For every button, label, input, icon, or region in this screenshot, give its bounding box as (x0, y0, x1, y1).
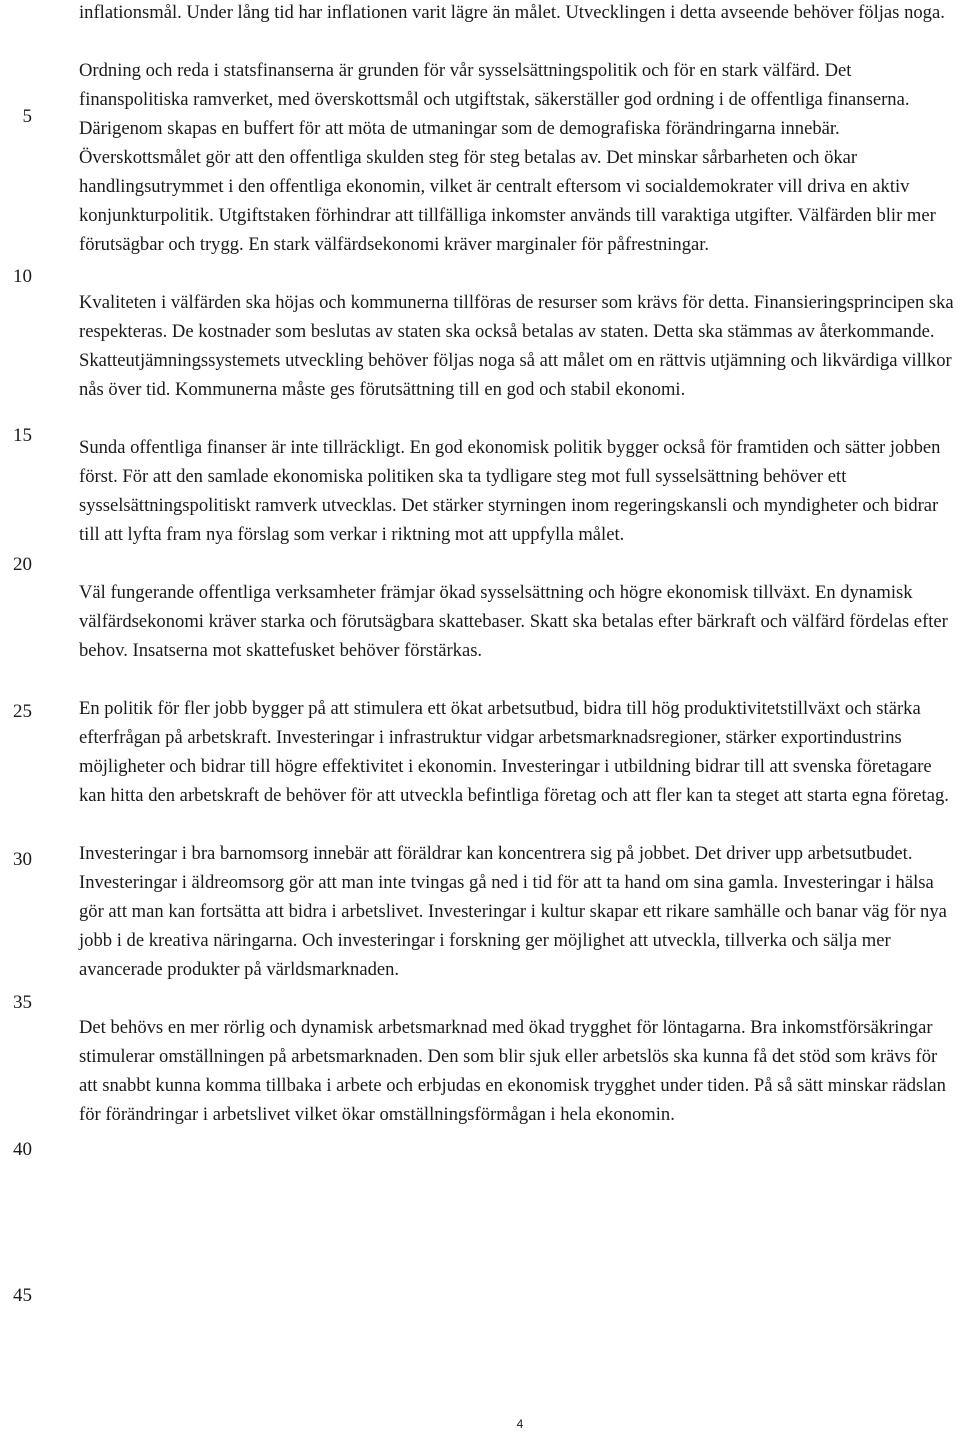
document-body (79, 0, 954, 1158)
line-number: 40 (13, 1139, 32, 1160)
paragraph: Det behövs en mer rörlig och dynamisk arbetsmarknad med ökad trygghet för löntagarna. Bra inkomstförsäkringar stimulerar omställningen på arbetsmarknaden. Den som blir sjuk eller arbetslös ska kunna få det stöd som krävs för att snabbt kunna komma tillbaka i arbete och erbjudas en ekonomisk trygghet under tiden. På så sätt minskar rädslan för förändringar i arbetslivet vilket ökar omställningsförmågan i hela ekonomin. (79, 1017, 946, 1125)
paragraph: Sunda offentliga finanser är inte tillräckligt. En god ekonomisk politik bygger också för framtiden och sätter jobben först. För att den samlade ekonomiska politiken ska ta tydligare steg mot full sysselsättning behöver ett sysselsättningspolitiskt ramverk utvecklas. Det stärker styrningen inom regeringskansli och myndigheter och bidrar till att lyfta fram nya förslag som verkar i riktning mot att uppfylla målet. (79, 437, 941, 545)
paragraph: Kvaliteten i välfärden ska höjas och kommunerna tillföras de resurser som krävs för detta. Finansieringsprincipen ska respekteras. De kostnader som beslutas av staten ska också betalas av staten. Detta ska stämmas av återkommande. Skatteutjämningssystemets utveckling behöver följas noga så att målet om en rättvis utjämning och likvärdiga villkor nås över tid. Kommunerna måste ges förutsättning till en god och stabil ekonomi. (79, 292, 954, 400)
paragraph: En politik för fler jobb bygger på att stimulera ett ökat arbetsutbud, bidra till hög produktivitetstillväxt och stärka efterfrågan på arbetskraft. Investeringar i infrastruktur vidgar arbetsmarknadsregioner, stärker exportindustrins möjligheter och bidrar till högre effektivitet i ekonomin. Investeringar i utbildning bidrar till att svenska företagare kan hitta den arbetskraft de behöver för att utveckla befintliga företag och att fler kan ta steget att starta egna företag. (79, 698, 949, 806)
paragraph: Väl fungerande offentliga verksamheter främjar ökad sysselsättning och högre ekonomisk tillväxt. En dynamisk välfärdsekonomi kräver starka och förutsägbara skattebaser. Skatt ska betalas efter bärkraft och välfärd fördelas efter behov. Insatserna mot skattefusket behöver förstärkas. (79, 582, 948, 661)
paragraph: inflationsmål. Under lång tid har inflationen varit lägre än målet. Utvecklingen i detta avseende behöver följas noga. (79, 2, 945, 23)
line-number: 35 (13, 992, 32, 1013)
paragraph: Ordning och reda i statsfinanserna är grunden för vår sysselsättningspolitik och för en stark välfärd. Det finanspolitiska ramverket, med överskottsmål och utgiftstak, säkerställer god ordning i de offentliga finanserna. Därigenom skapas en buffert för att möta de utmaningar som de demografiska förändringarna innebär. Överskottsmålet gör att den offentliga skulden steg för steg betalas av. Det minskar sårbarheten och ökar handlingsutrymmet i den offentliga ekonomin, vilket är centralt eftersom vi socialdemokrater vill driva en aktiv konjunkturpolitik. Utgiftstaken förhindrar att tillfälliga inkomster används till varaktiga utgifter. Välfärden blir mer förutsägbar och trygg. En stark välfärdsekonomi kräver marginaler för påfrestningar. (79, 60, 936, 255)
line-number: 25 (13, 701, 32, 722)
line-number: 15 (13, 425, 32, 446)
line-number-gutter (0, 0, 60, 1438)
line-number: 20 (13, 554, 32, 575)
line-number: 45 (13, 1285, 32, 1306)
line-number: 30 (13, 849, 32, 870)
paragraph: Investeringar i bra barnomsorg innebär att föräldrar kan koncentrera sig på jobbet. Det driver upp arbetsutbudet. Investeringar i äldreomsorg gör att man inte tvingas gå ned i tid för att ta hand om sina gamla. Investeringar i hälsa gör att man kan fortsätta att bidra i arbetslivet. Investeringar i kultur skapar ett rikare samhälle och banar väg för nya jobb i de kreativa näringarna. Och investeringar i forskning ger möjlighet att utveckla, tillverka och sälja mer avancerade produkter på världsmarknaden. (79, 843, 947, 980)
line-number: 10 (13, 266, 32, 287)
page-number: 4 (516, 1417, 524, 1431)
line-number: 5 (22, 106, 32, 127)
